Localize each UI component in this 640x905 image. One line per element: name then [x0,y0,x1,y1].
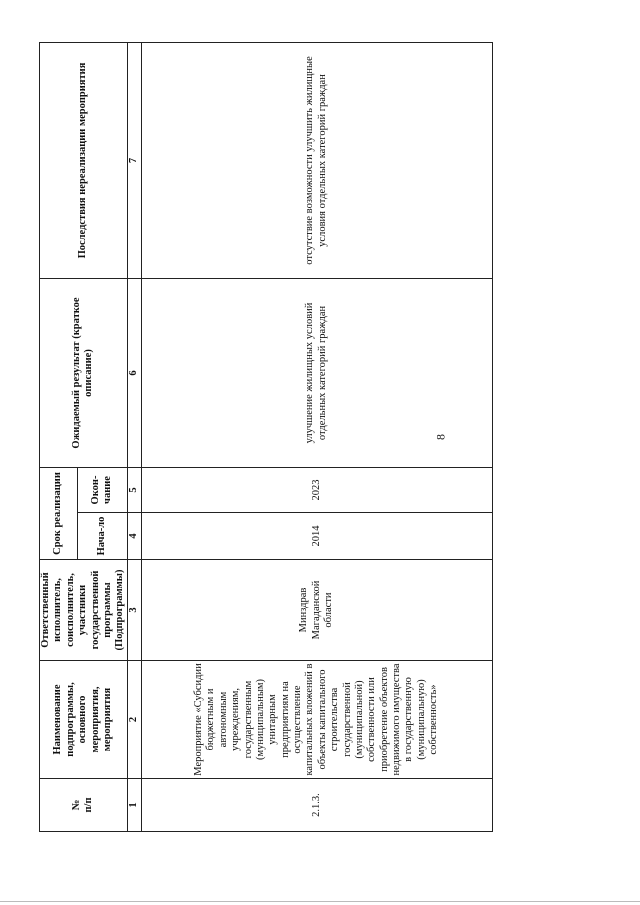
row-start: 2014 [141,513,492,560]
scan-edge-line [0,901,640,902]
colnum-3: 3 [127,560,141,661]
row-num: 2.1.3. [141,779,492,832]
colnum-4: 4 [127,513,141,560]
row-name: Мероприятие «Субсидии бюджетным и автономным учреждениям, государственным (муниципальным) унитарным предприятиям на осуществление капитальных вложений в объекты капитального строительства государственной (муниципальной) собственности или приобретение объектов недвижимого имущества в государственную (муниципальную) собственность» [141,661,492,779]
table-row [141,43,492,832]
row-end: 2023 [141,468,492,513]
colnum-7: 7 [127,43,141,279]
header-name: Наименование подпрограммы, основного мероприятия, мероприятия [40,661,128,779]
header-start: Нача-ло [78,513,127,560]
header-consequence: Последствия нереализации мероприятия [40,43,128,279]
row-consequence: отсутствие возможности улучшить жилищные условия отдельных категорий граждан [141,43,492,279]
colnum-1: 1 [127,779,141,832]
program-table [39,42,493,832]
colnum-5: 5 [127,468,141,513]
page-number: 8 [433,434,448,440]
colnum-2: 2 [127,661,141,779]
row-result: улучшение жилищных условий отдельных категорий граждан [141,279,492,468]
row-executor: Минздрав Магаданской области [141,560,492,661]
colnum-6: 6 [127,279,141,468]
header-num: № п/п [40,779,128,832]
header-executor: Ответственный исполнитель, соисполнитель, участники государственной программы (Подпрограммы) [40,560,128,661]
header-term: Срок реализации [40,468,78,560]
header-result: Ожидаемый результат (краткое описание) [40,279,128,468]
rotated-table-wrap [39,43,493,832]
header-end: Окон-чание [78,468,127,513]
